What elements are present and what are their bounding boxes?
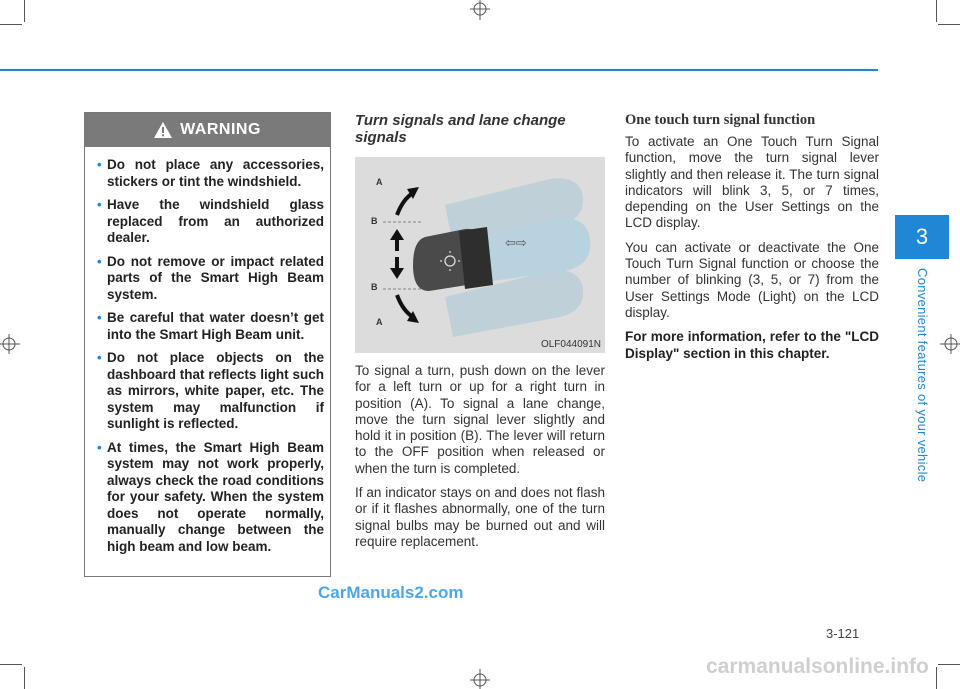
crop-mark [0,664,22,665]
warning-item: • Have the windshield glass replaced from an authorized dealer. [97,197,324,245]
crop-mark [938,24,960,25]
crop-mark [24,0,25,22]
one-touch-section [625,112,879,362]
watermark-link[interactable]: CarManuals2.com [318,583,464,602]
page-number: 3-121 [826,626,860,641]
paragraph: To activate an One Touch Turn Signal function, move the turn signal lever slightly and then release it. The turn signal indicators will blink 3, 5, or 7 times, depending on the User Settings on the LCD display. [625,134,879,231]
crop-mark [24,667,25,689]
crop-mark [938,664,960,665]
warning-item: • At times, the Smart High Beam system may not work properly, always check the road conditions for your safety. When the system does not operate normally, manually change between the high beam and low beam. [97,439,324,554]
header-rule [0,69,878,71]
paragraph: If an indicator stays on and does not flash or if it flashes abnormally, one of the turn signal bulbs may be burned out and will require replacement. [355,485,605,549]
paragraph: To signal a turn, push down on the lever for a left turn or up for a right turn in position (A). To signal a lane change, move the turn signal lever slightly and hold it in position (B). The lever will return to the OFF position when released or when the turn is completed. [355,363,605,476]
warning-item: • Do not place objects on the dashboard that reflects light such as mirrors, white paper, etc. The system may malfunction if sunlight is reflected. [97,350,324,431]
figure-label-b: B [371,216,378,226]
warning-title: WARNING [180,121,261,138]
figure-label-a: A [376,317,383,327]
bullet-icon: • [97,197,102,212]
registration-mark [468,669,492,689]
crop-mark [936,667,937,689]
paragraph-reference: For more information, refer to the "LCD Display" section in this chapter. [625,329,879,361]
warning-item: • Do not place any accessories, stickers or tint the windshield. [97,157,324,189]
footer-watermark: carmanualsonline.info [706,655,929,678]
figure-code: OLF044091N [540,339,601,350]
chapter-tab: 3 [895,215,949,259]
bullet-icon: • [97,157,102,172]
bullet-icon: • [97,350,102,365]
svg-text:⇦⇨: ⇦⇨ [505,236,527,251]
turn-signal-lever-figure [355,157,605,353]
warning-header [85,113,330,147]
figure-label-b: B [371,282,378,292]
figure-label-a: A [376,177,383,187]
warning-item: • Be careful that water doesn’t get into the Smart High Beam unit. [97,310,324,342]
warning-box [84,112,331,577]
bullet-icon: • [97,253,102,269]
section-title: One touch turn signal function [625,112,816,128]
bullet-icon: • [97,310,102,325]
warning-triangle-icon [154,122,172,138]
registration-mark [0,332,20,356]
crop-mark [936,0,937,22]
warning-list [85,147,330,555]
section-title: Turn signals and lane change signals [355,112,566,146]
chapter-title-vertical: Convenient features of your vehicle [915,268,930,483]
lever-illustration [355,157,605,353]
crop-mark [0,24,22,25]
warning-item: • Do not remove or impact related parts of the Smart High Beam system. [97,253,324,302]
registration-mark [940,332,960,356]
paragraph: You can activate or deactivate the One Touch Turn Signal function or choose the number of blinking (3, 5, or 7) from the User Settings Mode (Light) on the LCD display. [625,239,879,320]
bullet-icon: • [97,439,102,455]
registration-mark [468,0,492,20]
turn-signals-section [355,112,605,558]
